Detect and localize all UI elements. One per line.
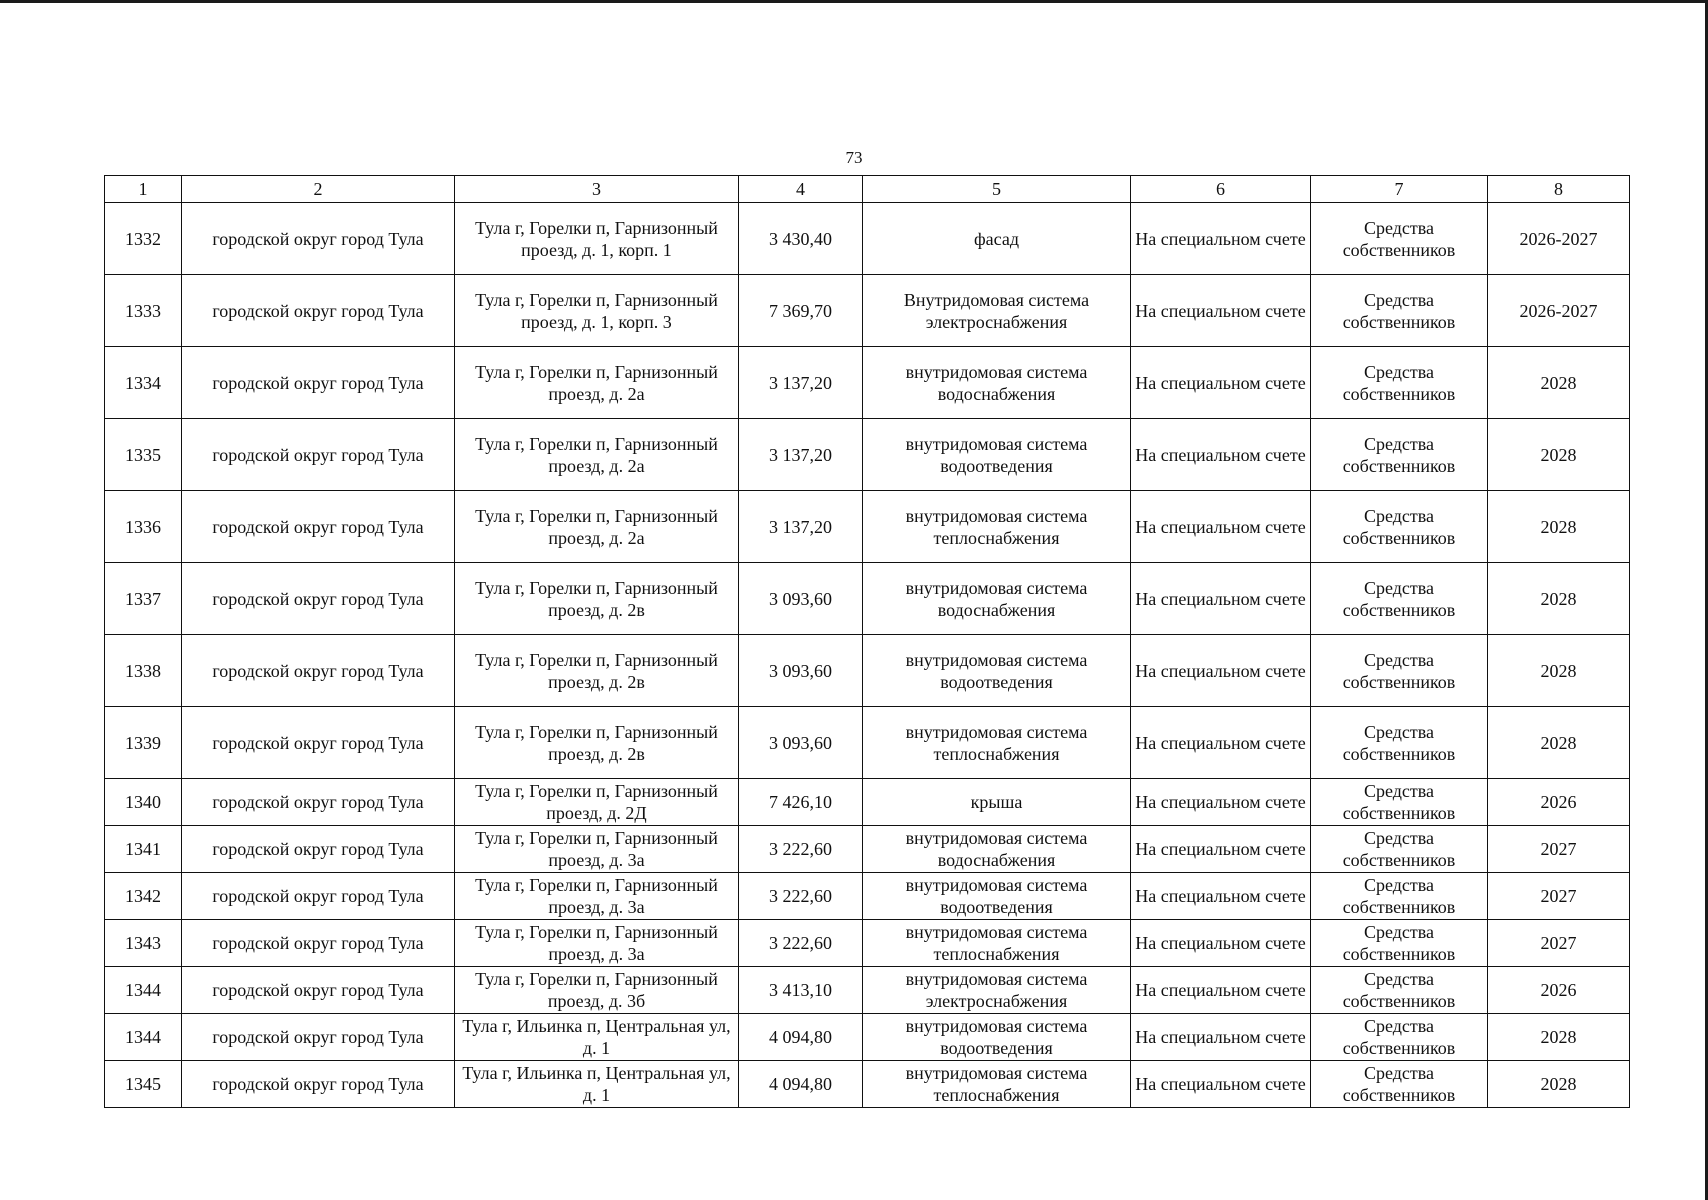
column-header: 6 — [1131, 176, 1311, 203]
fund-account-cell: На специальном счете — [1131, 707, 1311, 779]
row-number-cell: 1344 — [105, 967, 182, 1014]
period-cell: 2027 — [1488, 826, 1630, 873]
area-cell: 7 426,10 — [739, 779, 863, 826]
area-cell: 3 137,20 — [739, 347, 863, 419]
municipality-cell: городской округ город Тула — [182, 779, 455, 826]
work-type-cell: внутридомовая система водоотведения — [863, 1014, 1131, 1061]
column-header: 4 — [739, 176, 863, 203]
repair-schedule-table — [104, 175, 1630, 1108]
row-number-cell: 1334 — [105, 347, 182, 419]
fund-account-cell: На специальном счете — [1131, 873, 1311, 920]
municipality-cell: городской округ город Тула — [182, 967, 455, 1014]
column-header: 1 — [105, 176, 182, 203]
table-row — [105, 826, 1630, 873]
column-header: 3 — [455, 176, 739, 203]
fund-account-cell: На специальном счете — [1131, 635, 1311, 707]
row-number-cell: 1345 — [105, 1061, 182, 1108]
row-number-cell: 1342 — [105, 873, 182, 920]
row-number-cell: 1343 — [105, 920, 182, 967]
municipality-cell: городской округ город Тула — [182, 203, 455, 275]
address-cell: Тула г, Ильинка п, Центральная ул, д. 1 — [455, 1014, 739, 1061]
work-type-cell: внутридомовая система водоотведения — [863, 419, 1131, 491]
work-type-cell: внутридомовая система теплоснабжения — [863, 1061, 1131, 1108]
fund-account-cell: На специальном счете — [1131, 347, 1311, 419]
address-cell: Тула г, Горелки п, Гарнизонный проезд, д. 2в — [455, 707, 739, 779]
municipality-cell: городской округ город Тула — [182, 347, 455, 419]
row-number-cell: 1338 — [105, 635, 182, 707]
municipality-cell: городской округ город Тула — [182, 419, 455, 491]
address-cell: Тула г, Горелки п, Гарнизонный проезд, д. 3а — [455, 873, 739, 920]
table-row — [105, 967, 1630, 1014]
area-cell: 3 137,20 — [739, 491, 863, 563]
municipality-cell: городской округ город Тула — [182, 563, 455, 635]
funding-source-cell: Средства собственников — [1311, 635, 1488, 707]
fund-account-cell: На специальном счете — [1131, 1061, 1311, 1108]
funding-source-cell: Средства собственников — [1311, 563, 1488, 635]
table-row — [105, 563, 1630, 635]
period-cell: 2028 — [1488, 347, 1630, 419]
row-number-cell: 1333 — [105, 275, 182, 347]
row-number-cell: 1336 — [105, 491, 182, 563]
column-header: 5 — [863, 176, 1131, 203]
row-number-cell: 1335 — [105, 419, 182, 491]
municipality-cell: городской округ город Тула — [182, 873, 455, 920]
table-body — [105, 203, 1630, 1108]
funding-source-cell: Средства собственников — [1311, 967, 1488, 1014]
fund-account-cell: На специальном счете — [1131, 967, 1311, 1014]
work-type-cell: внутридомовая система водоотведения — [863, 635, 1131, 707]
funding-source-cell: Средства собственников — [1311, 779, 1488, 826]
address-cell: Тула г, Горелки п, Гарнизонный проезд, д. 3а — [455, 920, 739, 967]
address-cell: Тула г, Горелки п, Гарнизонный проезд, д. 2а — [455, 419, 739, 491]
municipality-cell: городской округ город Тула — [182, 491, 455, 563]
address-cell: Тула г, Горелки п, Гарнизонный проезд, д. 3б — [455, 967, 739, 1014]
fund-account-cell: На специальном счете — [1131, 419, 1311, 491]
work-type-cell: внутридомовая система теплоснабжения — [863, 920, 1131, 967]
area-cell: 3 093,60 — [739, 563, 863, 635]
area-cell: 3 430,40 — [739, 203, 863, 275]
area-cell: 3 093,60 — [739, 635, 863, 707]
period-cell: 2028 — [1488, 491, 1630, 563]
work-type-cell: Внутридомовая система электроснабжения — [863, 275, 1131, 347]
fund-account-cell: На специальном счете — [1131, 779, 1311, 826]
address-cell: Тула г, Горелки п, Гарнизонный проезд, д. 2в — [455, 635, 739, 707]
fund-account-cell: На специальном счете — [1131, 203, 1311, 275]
municipality-cell: городской округ город Тула — [182, 707, 455, 779]
address-cell: Тула г, Горелки п, Гарнизонный проезд, д. 2в — [455, 563, 739, 635]
address-cell: Тула г, Ильинка п, Центральная ул, д. 1 — [455, 1061, 739, 1108]
page-number: 73 — [845, 148, 863, 167]
area-cell: 7 369,70 — [739, 275, 863, 347]
period-cell: 2028 — [1488, 1061, 1630, 1108]
address-cell: Тула г, Горелки п, Гарнизонный проезд, д. 3а — [455, 826, 739, 873]
funding-source-cell: Средства собственников — [1311, 920, 1488, 967]
funding-source-cell: Средства собственников — [1311, 419, 1488, 491]
work-type-cell: внутридомовая система электроснабжения — [863, 967, 1131, 1014]
period-cell: 2026 — [1488, 967, 1630, 1014]
area-cell: 4 094,80 — [739, 1061, 863, 1108]
row-number-cell: 1339 — [105, 707, 182, 779]
column-header: 2 — [182, 176, 455, 203]
work-type-cell: внутридомовая система водоотведения — [863, 873, 1131, 920]
table-row — [105, 275, 1630, 347]
funding-source-cell: Средства собственников — [1311, 347, 1488, 419]
work-type-cell: фасад — [863, 203, 1131, 275]
period-cell: 2028 — [1488, 1014, 1630, 1061]
row-number-cell: 1340 — [105, 779, 182, 826]
work-type-cell: внутридомовая система теплоснабжения — [863, 491, 1131, 563]
table-row — [105, 419, 1630, 491]
table-row — [105, 873, 1630, 920]
fund-account-cell: На специальном счете — [1131, 826, 1311, 873]
fund-account-cell: На специальном счете — [1131, 275, 1311, 347]
funding-source-cell: Средства собственников — [1311, 1014, 1488, 1061]
period-cell: 2028 — [1488, 635, 1630, 707]
municipality-cell: городской округ город Тула — [182, 826, 455, 873]
period-cell: 2028 — [1488, 707, 1630, 779]
municipality-cell: городской округ город Тула — [182, 635, 455, 707]
table-row — [105, 635, 1630, 707]
address-cell: Тула г, Горелки п, Гарнизонный проезд, д. 2Д — [455, 779, 739, 826]
fund-account-cell: На специальном счете — [1131, 920, 1311, 967]
column-header: 7 — [1311, 176, 1488, 203]
row-number-cell: 1337 — [105, 563, 182, 635]
address-cell: Тула г, Горелки п, Гарнизонный проезд, д. 2а — [455, 347, 739, 419]
funding-source-cell: Средства собственников — [1311, 491, 1488, 563]
work-type-cell: внутридомовая система водоснабжения — [863, 826, 1131, 873]
area-cell: 3 137,20 — [739, 419, 863, 491]
municipality-cell: городской округ город Тула — [182, 1061, 455, 1108]
column-header: 8 — [1488, 176, 1630, 203]
municipality-cell: городской округ город Тула — [182, 920, 455, 967]
table-row — [105, 920, 1630, 967]
area-cell: 3 413,10 — [739, 967, 863, 1014]
scan-border-top — [0, 0, 1708, 3]
fund-account-cell: На специальном счете — [1131, 491, 1311, 563]
address-cell: Тула г, Горелки п, Гарнизонный проезд, д. 1, корп. 1 — [455, 203, 739, 275]
row-number-cell: 1341 — [105, 826, 182, 873]
table-row — [105, 779, 1630, 826]
row-number-cell: 1344 — [105, 1014, 182, 1061]
period-cell: 2026-2027 — [1488, 203, 1630, 275]
table-row — [105, 1061, 1630, 1108]
table-row — [105, 1014, 1630, 1061]
address-cell: Тула г, Горелки п, Гарнизонный проезд, д. 2а — [455, 491, 739, 563]
fund-account-cell: На специальном счете — [1131, 1014, 1311, 1061]
work-type-cell: крыша — [863, 779, 1131, 826]
table-row — [105, 347, 1630, 419]
funding-source-cell: Средства собственников — [1311, 707, 1488, 779]
address-cell: Тула г, Горелки п, Гарнизонный проезд, д. 1, корп. 3 — [455, 275, 739, 347]
fund-account-cell: На специальном счете — [1131, 563, 1311, 635]
column-number-header-row — [105, 176, 1630, 203]
table-row — [105, 491, 1630, 563]
funding-source-cell: Средства собственников — [1311, 873, 1488, 920]
funding-source-cell: Средства собственников — [1311, 203, 1488, 275]
municipality-cell: городской округ город Тула — [182, 275, 455, 347]
work-type-cell: внутридомовая система водоснабжения — [863, 347, 1131, 419]
row-number-cell: 1332 — [105, 203, 182, 275]
municipality-cell: городской округ город Тула — [182, 1014, 455, 1061]
funding-source-cell: Средства собственников — [1311, 275, 1488, 347]
area-cell: 3 222,60 — [739, 920, 863, 967]
area-cell: 4 094,80 — [739, 1014, 863, 1061]
period-cell: 2027 — [1488, 873, 1630, 920]
period-cell: 2028 — [1488, 419, 1630, 491]
period-cell: 2027 — [1488, 920, 1630, 967]
work-type-cell: внутридомовая система теплоснабжения — [863, 707, 1131, 779]
period-cell: 2026-2027 — [1488, 275, 1630, 347]
area-cell: 3 222,60 — [739, 826, 863, 873]
table-row — [105, 203, 1630, 275]
table-row — [105, 707, 1630, 779]
funding-source-cell: Средства собственников — [1311, 826, 1488, 873]
area-cell: 3 093,60 — [739, 707, 863, 779]
area-cell: 3 222,60 — [739, 873, 863, 920]
period-cell: 2028 — [1488, 563, 1630, 635]
funding-source-cell: Средства собственников — [1311, 1061, 1488, 1108]
period-cell: 2026 — [1488, 779, 1630, 826]
work-type-cell: внутридомовая система водоснабжения — [863, 563, 1131, 635]
